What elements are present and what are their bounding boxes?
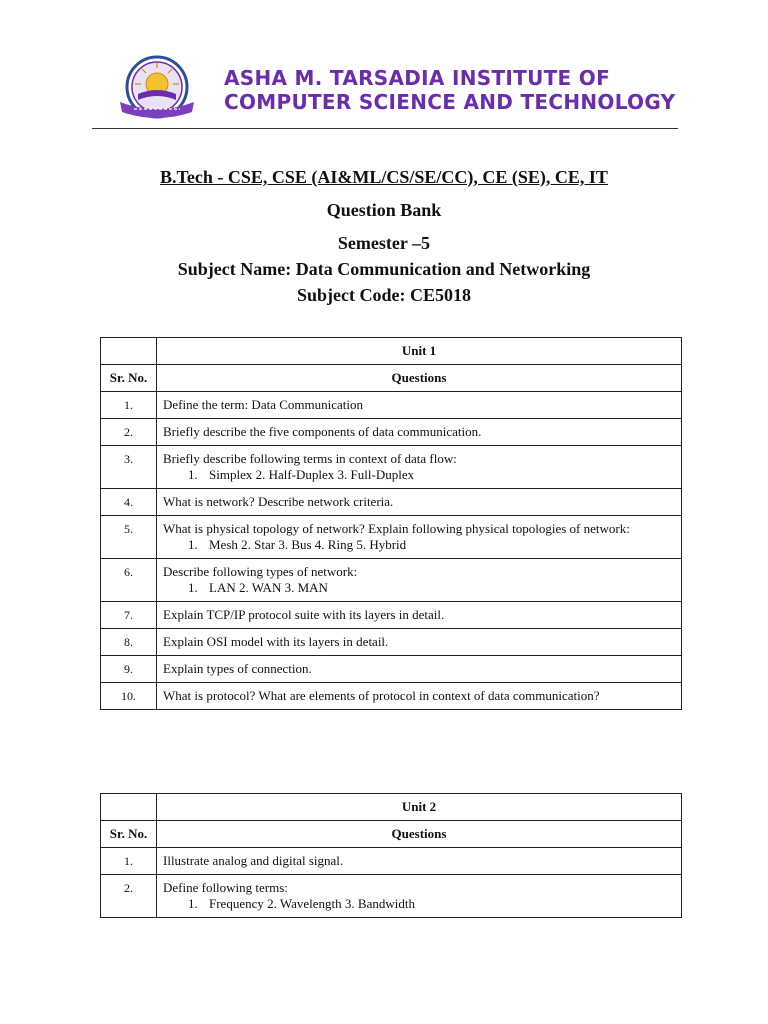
sub-item-text: Mesh 2. Star 3. Bus 4. Ring 5. Hybrid <box>209 537 407 552</box>
row-question-cell <box>157 446 682 489</box>
program-title: B.Tech - CSE, CSE (AI&ML/CS/SE/CC), CE (SE), CE, IT <box>160 167 608 187</box>
sub-item <box>163 467 675 483</box>
row-question: Define the term: Data Communication <box>157 392 682 419</box>
table-row <box>101 516 682 559</box>
institute-name-line1: ASHA M. TARSADIA INSTITUTE OF <box>224 66 611 90</box>
semester-title: Semester –5 <box>337 233 431 253</box>
subject-code: Subject Code: CE5018 <box>297 285 471 305</box>
row-question: Explain types of connection. <box>157 656 682 683</box>
sub-item <box>163 580 675 596</box>
row-sr: 8. <box>101 629 157 656</box>
unit-title-row <box>101 338 682 365</box>
table-corner-cell <box>101 338 157 365</box>
row-sr: 3. <box>101 446 157 489</box>
unit-title-row <box>101 794 682 821</box>
column-header-sr: Sr. No. <box>101 821 157 848</box>
row-question: Define following terms: <box>163 880 288 895</box>
unit-1-table <box>100 337 682 710</box>
row-question: Briefly describe the five components of data communication. <box>157 419 682 446</box>
table-row <box>101 559 682 602</box>
institute-name-line2: COMPUTER SCIENCE AND TECHNOLOGY <box>224 90 676 114</box>
row-question: Briefly describe following terms in context of data flow: <box>163 451 457 466</box>
table-row <box>101 446 682 489</box>
column-header-sr: Sr. No. <box>101 365 157 392</box>
unit-2-table <box>100 793 682 918</box>
institute-name <box>224 66 684 114</box>
row-sr: 7. <box>101 602 157 629</box>
row-question: What is physical topology of network? Explain following physical topologies of network: <box>163 521 630 536</box>
row-sr: 1. <box>101 392 157 419</box>
subject-name: Subject Name: Data Communication and Networking <box>177 259 591 279</box>
column-header-questions: Questions <box>157 365 682 392</box>
row-question: What is protocol? What are elements of protocol in context of data communication? <box>157 683 682 710</box>
sub-item-text: Frequency 2. Wavelength 3. Bandwidth <box>209 896 415 911</box>
column-header-row <box>101 365 682 392</box>
row-sr: 2. <box>101 875 157 918</box>
table-row <box>101 602 682 629</box>
unit-title: Unit 2 <box>157 794 682 821</box>
row-question-cell <box>157 559 682 602</box>
sub-item <box>163 537 675 553</box>
sub-item-text: LAN 2. WAN 3. MAN <box>209 580 328 595</box>
institute-logo <box>114 54 200 124</box>
row-question-cell <box>157 516 682 559</box>
row-sr: 1. <box>101 848 157 875</box>
unit-title: Unit 1 <box>157 338 682 365</box>
header-divider <box>92 128 678 129</box>
row-sr: 6. <box>101 559 157 602</box>
sub-item-text: Simplex 2. Half-Duplex 3. Full-Duplex <box>209 467 415 482</box>
column-header-row <box>101 821 682 848</box>
page-header <box>92 40 678 130</box>
row-sr: 10. <box>101 683 157 710</box>
column-header-questions: Questions <box>157 821 682 848</box>
doc-type-title: Question Bank <box>326 200 442 220</box>
sub-item-number: 1. <box>188 537 198 552</box>
table-corner-cell <box>101 794 157 821</box>
row-sr: 2. <box>101 419 157 446</box>
row-question: What is network? Describe network criteria. <box>157 489 682 516</box>
row-question: Explain OSI model with its layers in detail. <box>157 629 682 656</box>
table-row <box>101 848 682 875</box>
sub-item <box>163 896 675 912</box>
table-row <box>101 875 682 918</box>
row-question: Illustrate analog and digital signal. <box>157 848 682 875</box>
table-row <box>101 419 682 446</box>
row-sr: 4. <box>101 489 157 516</box>
row-sr: 5. <box>101 516 157 559</box>
sub-item-number: 1. <box>188 896 198 911</box>
row-question-cell <box>157 875 682 918</box>
table-row <box>101 489 682 516</box>
table-row <box>101 683 682 710</box>
sub-item-number: 1. <box>188 467 198 482</box>
table-row <box>101 392 682 419</box>
row-question: Explain TCP/IP protocol suite with its layers in detail. <box>157 602 682 629</box>
table-row <box>101 656 682 683</box>
table-row <box>101 629 682 656</box>
row-question: Describe following types of network: <box>163 564 358 579</box>
sub-item-number: 1. <box>188 580 198 595</box>
row-sr: 9. <box>101 656 157 683</box>
